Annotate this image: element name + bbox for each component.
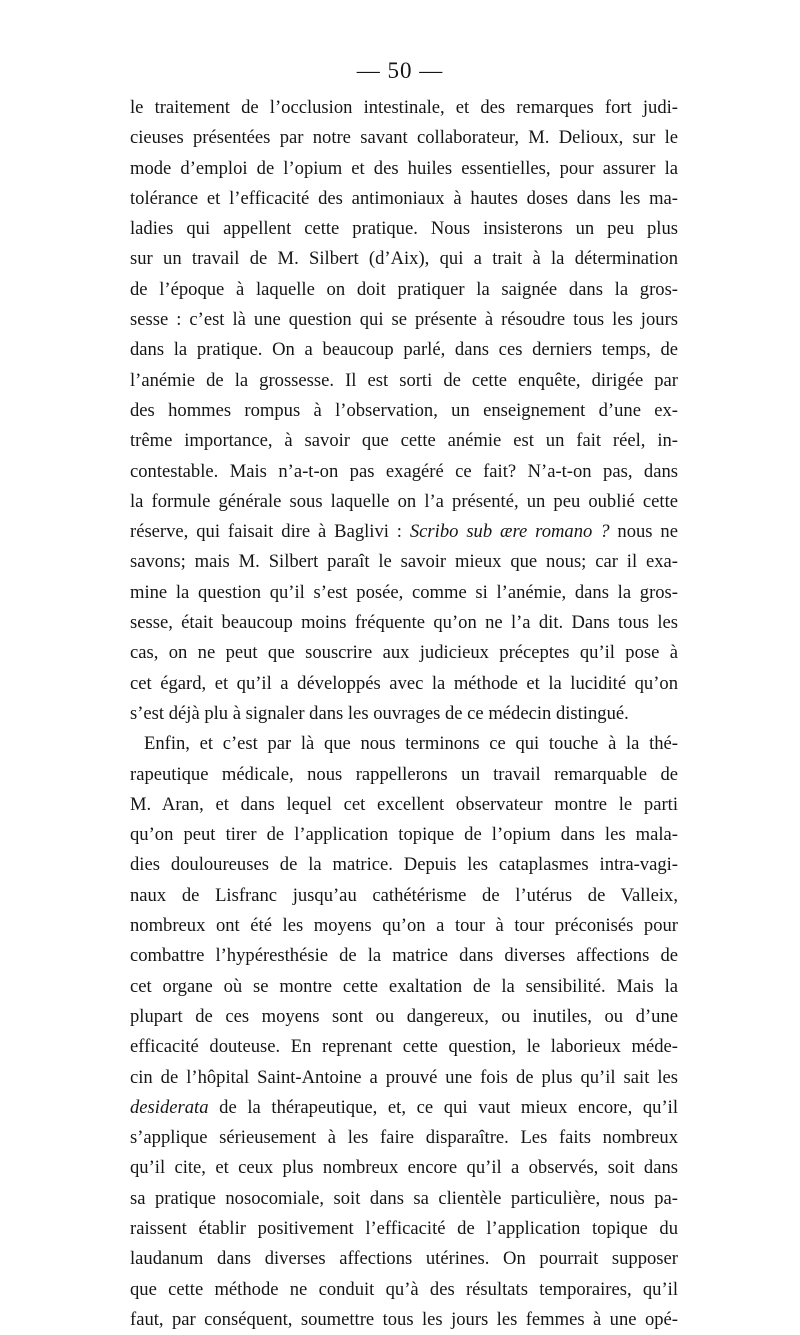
text-segment: sur un travail de M. Silbert (d’Aix), qui a trait à la détermination [130, 248, 678, 270]
text-line [130, 790, 678, 820]
text-segment: de la thérapeutique, et, ce qui vaut mieux encore, qu’il [208, 1096, 678, 1118]
text-line [130, 972, 678, 1002]
text-line [130, 457, 678, 487]
text-segment: dies douloureuses de la matrice. Depuis les cataplasmes intra-vagi- [130, 854, 678, 876]
text-line [130, 396, 678, 426]
text-line [130, 1093, 678, 1123]
text-segment: cet organe où se montre cette exaltation de la sensibilité. Mais la [130, 975, 678, 997]
text-segment: l’anémie de la grossesse. Il est sorti de cette enquête, dirigée par [130, 369, 678, 391]
text-line [130, 729, 678, 759]
text-segment: cieuses présentées par notre savant collaborateur, M. Delioux, sur le [130, 127, 678, 149]
text-segment: s’applique sérieusement à les faire disparaître. Les faits nombreux [130, 1127, 678, 1149]
text-line [130, 1153, 678, 1183]
text-line [130, 366, 678, 396]
text-line [130, 820, 678, 850]
text-segment: de l’époque à laquelle on doit pratiquer la saignée dans la gros- [130, 278, 678, 300]
text-line [130, 941, 678, 971]
text-segment: trême importance, à savoir que cette anémie est un fait réel, in- [130, 430, 678, 452]
text-segment: nombreux ont été les moyens qu’on a tour à tour préconisés pour [130, 915, 678, 937]
text-line [130, 1002, 678, 1032]
text-segment: s’est déjà plu à signaler dans les ouvrages de ce médecin distingué. [130, 702, 629, 724]
text-segment: rapeutique médicale, nous rappellerons un travail remarquable de [130, 763, 678, 785]
text-segment: des hommes rompus à l’observation, un enseignement d’une ex- [130, 399, 678, 421]
text-line [130, 517, 678, 547]
text-segment: réserve, qui faisait dire à Baglivi : [130, 521, 410, 543]
italic-text: desiderata [130, 1096, 209, 1118]
text-line [130, 608, 678, 638]
text-line [130, 1123, 678, 1153]
text-segment: mine la question qu’il s’est posée, comme si l’anémie, dans la gros- [130, 581, 678, 603]
text-line [130, 426, 678, 456]
text-line [130, 184, 678, 214]
text-line [130, 1214, 678, 1244]
text-segment: qu’on peut tirer de l’application topique de l’opium dans les mala- [130, 824, 678, 846]
text-segment: sesse, était beaucoup moins fréquente qu’on ne l’a dit. Dans tous les [130, 612, 678, 634]
body-text [130, 93, 678, 1335]
text-line [130, 669, 678, 699]
text-segment: que cette méthode ne conduit qu’à des résultats temporaires, qu’il [130, 1278, 678, 1300]
text-line [130, 699, 678, 729]
text-segment: ladies qui appellent cette pratique. Nous insisterons un peu plus [130, 218, 678, 240]
text-segment: faut, par conséquent, soumettre tous les jours les femmes à une opé- [130, 1308, 678, 1330]
text-line [130, 547, 678, 577]
text-segment: nous ne [609, 521, 678, 543]
text-segment: cas, on ne peut que souscrire aux judicieux préceptes qu’il pose à [130, 642, 678, 664]
text-line [130, 154, 678, 184]
text-line [130, 335, 678, 365]
text-line [130, 93, 678, 123]
text-segment: le traitement de l’occlusion intestinale, et des remarques fort judi- [130, 97, 678, 118]
text-line [130, 214, 678, 244]
text-line [130, 487, 678, 517]
text-line [130, 850, 678, 880]
text-line [130, 1305, 678, 1335]
text-segment: la formule générale sous laquelle on l’a présenté, un peu oublié cette [130, 490, 678, 512]
text-segment: efficacité douteuse. En reprenant cette question, le laborieux méde- [130, 1036, 678, 1058]
text-line [130, 578, 678, 608]
text-segment: laudanum dans diverses affections utérines. On pourrait supposer [130, 1248, 678, 1270]
text-line [130, 760, 678, 790]
text-segment: sa pratique nosocomiale, soit dans sa clientèle particulière, nous pa- [130, 1187, 678, 1209]
text-segment: raissent établir positivement l’efficacité de l’application topique du [130, 1217, 678, 1239]
text-line [130, 305, 678, 335]
text-line [130, 1275, 678, 1305]
text-segment: dans la pratique. On a beaucoup parlé, dans ces derniers temps, de [130, 339, 678, 361]
text-segment: qu’il cite, et ceux plus nombreux encore qu’il a observés, soit dans [130, 1157, 678, 1179]
text-line [130, 275, 678, 305]
text-segment: naux de Lisfranc jusqu’au cathétérisme de l’utérus de Valleix, [130, 884, 678, 906]
text-line [130, 1063, 678, 1093]
text-line [130, 123, 678, 153]
text-line [130, 1184, 678, 1214]
text-segment: cet égard, et qu’il a développés avec la méthode et la lucidité qu’on [130, 672, 678, 694]
text-line [130, 244, 678, 274]
text-segment: sesse : c’est là une question qui se présente à résoudre tous les jours [130, 309, 678, 331]
text-segment: cin de l’hôpital Saint-Antoine a prouvé une fois de plus qu’il sait les [130, 1066, 678, 1088]
italic-text: Scribo sub ære romano ? [409, 521, 610, 543]
text-segment: combattre l’hypéresthésie de la matrice dans diverses affections de [130, 945, 678, 967]
text-line [130, 911, 678, 941]
text-segment: savons; mais M. Silbert paraît le savoir mieux que nous; car il exa- [130, 551, 678, 573]
text-segment: M. Aran, et dans lequel cet excellent observateur montre le parti [130, 793, 678, 815]
text-line [130, 638, 678, 668]
text-line [130, 1244, 678, 1274]
text-line [130, 1032, 678, 1062]
text-segment: mode d’emploi de l’opium et des huiles essentielles, pour assurer la [130, 157, 678, 179]
text-segment: contestable. Mais n’a-t-on pas exagéré ce fait? N’a-t-on pas, dans [130, 460, 678, 482]
page-number: — 50 — [356, 58, 444, 83]
text-line [130, 881, 678, 911]
text-segment: tolérance et l’efficacité des antimoniaux à hautes doses dans les ma- [130, 187, 678, 209]
text-segment: plupart de ces moyens sont ou dangereux, ou inutiles, ou d’une [130, 1005, 678, 1027]
text-segment: Enfin, et c’est par là que nous terminons ce qui touche à la thé- [144, 733, 678, 755]
